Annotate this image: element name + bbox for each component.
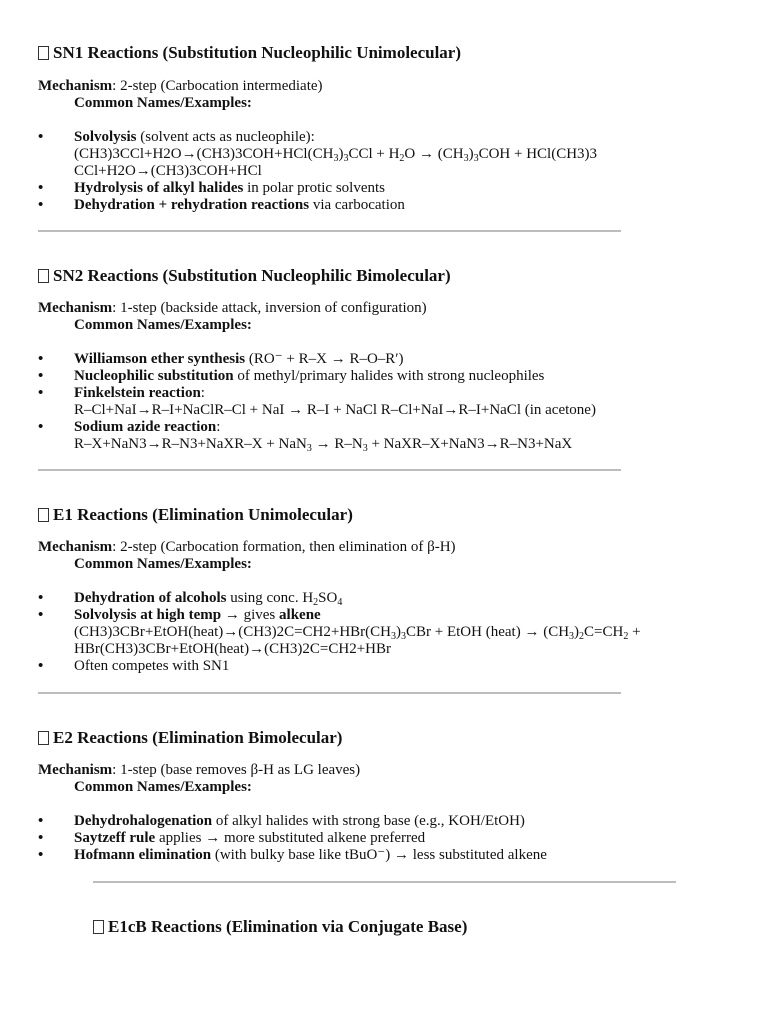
list-item: • Dehydration + rehydration reactions via carbocation <box>38 197 678 214</box>
e1-mechanism: Mechanism: 2-step (Carbocation formation, then elimination of β-H) <box>38 539 456 555</box>
sn1-common-names: Common Names/Examples: <box>74 95 252 111</box>
sn1-section <box>38 43 678 214</box>
missing-glyph-icon <box>38 508 49 522</box>
list-item: • Hofmann elimination (with bulky base like tBuO⁻) → less substituted alkene <box>38 847 678 864</box>
list-item: • Often competes with SN1 <box>38 658 678 675</box>
list-item: • Solvolysis (solvent acts as nucleophile): $(CH3)3CCl+H2O\to(CH3)3COH+HCl(CH_3)_3CCl + H_2O \to (CH_3)_3COH + HCl(CH3)3$ CCl+H2O→(CH3)3COH+HCl <box>38 129 678 180</box>
sn1-title: SN1 Reactions (Substitution Nucleophilic Unimolecular) <box>38 43 678 63</box>
e2-section <box>38 728 678 864</box>
e1cb-title: E1cB Reactions (Elimination via Conjugate Base) <box>93 917 733 937</box>
divider <box>38 692 621 694</box>
missing-glyph-icon <box>93 920 104 934</box>
divider <box>38 230 621 232</box>
e1-examples-list <box>38 590 678 675</box>
sn2-examples-list <box>38 351 678 453</box>
sn2-common-names: Common Names/Examples: <box>74 317 252 333</box>
sn2-mechanism: Mechanism: 1-step (backside attack, inversion of configuration) <box>38 300 427 316</box>
e1-title: E1 Reactions (Elimination Unimolecular) <box>38 505 678 525</box>
e2-common-names: Common Names/Examples: <box>74 779 252 795</box>
list-item: • Solvolysis at high temp → gives alkene $(CH3)3CBr+EtOH(heat)\to(CH3)2C=CH2+HBr(CH_3)_3CBr$ + EtOH (heat) → $(CH_3)_2C=CH_2$ + HBr(CH3)3CBr+EtOH(heat)→(CH3)2C=CH2+HBr <box>38 607 678 658</box>
divider <box>38 469 621 471</box>
list-item: • Saytzeff rule applies → more substituted alkene preferred <box>38 830 678 847</box>
missing-glyph-icon <box>38 269 49 283</box>
e2-title: E2 Reactions (Elimination Bimolecular) <box>38 728 678 748</box>
missing-glyph-icon <box>38 46 49 60</box>
sn2-section <box>38 266 678 453</box>
sn1-examples-list <box>38 129 678 214</box>
sn1-mechanism: Mechanism: 2-step (Carbocation intermediate) <box>38 78 323 94</box>
sn2-title: SN2 Reactions (Substitution Nucleophilic Bimolecular) <box>38 266 678 286</box>
divider <box>93 881 676 883</box>
list-item: • Finkelstein reaction: R–Cl+NaI→R–I+NaClR–Cl + NaI → R–I + NaCl R–Cl+NaI→R–I+NaCl (in acetone) <box>38 385 678 419</box>
e1cb-section <box>93 917 733 937</box>
e1-common-names: Common Names/Examples: <box>74 556 252 572</box>
e2-examples-list <box>38 813 678 864</box>
list-item: • Nucleophilic substitution of methyl/primary halides with strong nucleophiles <box>38 368 678 385</box>
e2-mechanism: Mechanism: 1-step (base removes β-H as LG leaves) <box>38 762 361 778</box>
missing-glyph-icon <box>38 731 49 745</box>
list-item: • Williamson ether synthesis (RO⁻ + R–X → R–O–R′) <box>38 351 678 368</box>
list-item: • Dehydrohalogenation of alkyl halides with strong base (e.g., KOH/EtOH) <box>38 813 678 830</box>
list-item: • Dehydration of alcohols using conc. $H_2SO_4$ <box>38 590 678 607</box>
list-item: • Hydrolysis of alkyl halides in polar protic solvents <box>38 180 678 197</box>
list-item: • Sodium azide reaction: R–X+NaN3→R–N3+NaXR–X + $NaN_3 \to R-N_3$ + NaXR–X+NaN3→R–N3+NaX <box>38 419 678 453</box>
e1-section <box>38 505 678 675</box>
